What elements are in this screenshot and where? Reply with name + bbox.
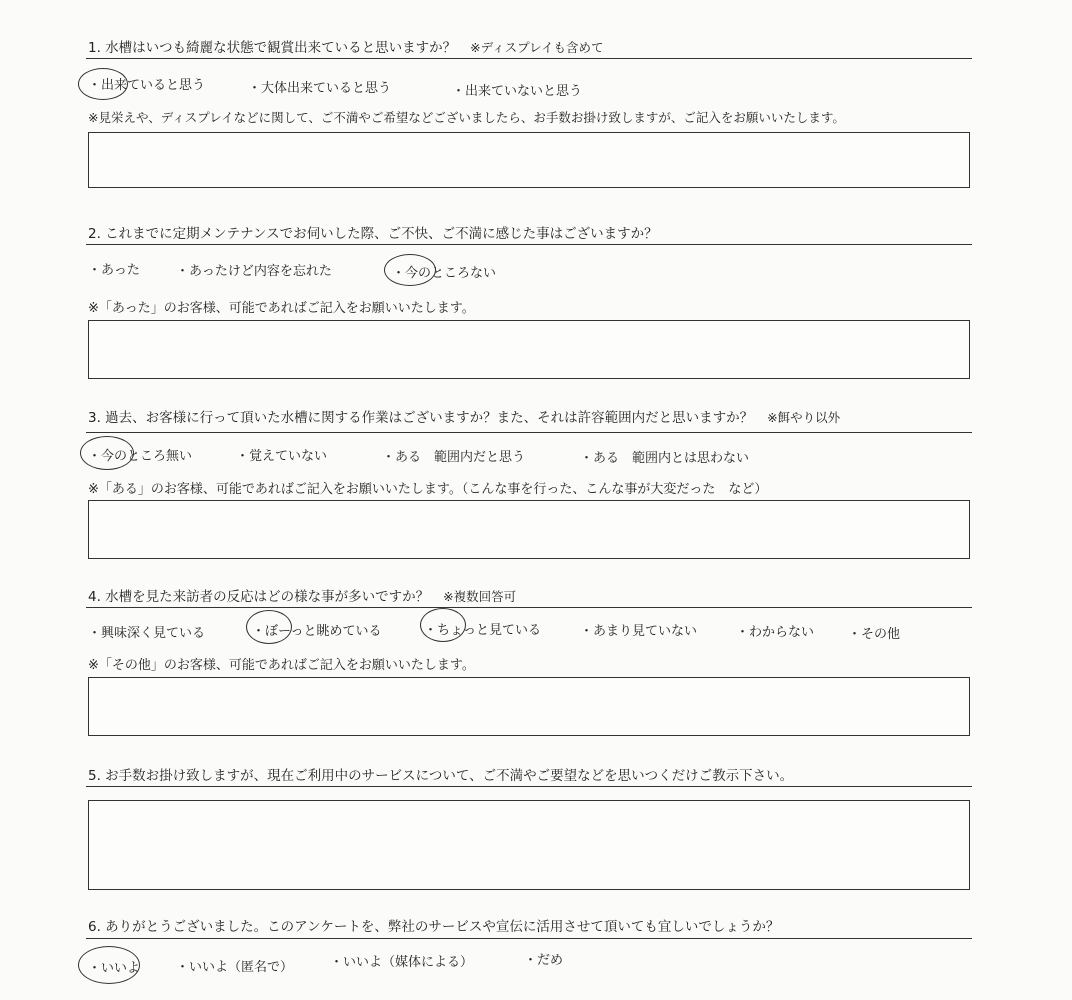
q1-rule <box>86 58 972 59</box>
q5-rule <box>86 786 972 787</box>
q4-option-4[interactable]: ・あまり見ていない <box>580 624 698 639</box>
q1-title: 1. 水槽はいつも綺麗な状態で観賞出来ていると思いますか？ ※ディスプレイも含めて <box>88 40 604 56</box>
q1-comment-box[interactable] <box>88 132 970 188</box>
q4-option-3[interactable]: ・ちょっと見ている <box>424 623 542 638</box>
q6-option-3[interactable]: ・いいよ（媒体による） <box>330 955 474 970</box>
q5-title: 5. お手数お掛け致しますが、現在ご利用中のサービスについて、ご不満やご要望などを思いつくだけご教示下さい。 <box>88 768 794 784</box>
q6-option-2[interactable]: ・いいよ（匿名で） <box>176 960 294 975</box>
q2-option-1[interactable]: ・あった <box>88 263 140 278</box>
q4-note: ※複数回答可 <box>443 589 517 604</box>
q4-title: 4. 水槽を見た来訪者の反応はどの様な事が多いですか？ ※複数回答可 <box>88 589 517 605</box>
q3-title: 3. 過去、お客様に行って頂いた水槽に関する作業はございますか？また、それは許容範囲内だと思いますか？ ※餌やり以外 <box>88 410 841 426</box>
q2-option-3[interactable]: ・今のところない <box>392 266 497 281</box>
q1-option-2[interactable]: ・大体出来ていると思う <box>248 81 392 96</box>
q5-comment-box[interactable] <box>88 800 970 890</box>
q6-title: 6. ありがとうございました。このアンケートを、弊社のサービスや宣伝に活用させて頂いても宜しいでしょうか？ <box>88 919 780 935</box>
q4-option-1[interactable]: ・興味深く見ている <box>88 626 206 641</box>
q3-note: ※餌やり以外 <box>767 410 841 425</box>
q2-option-2[interactable]: ・あったけど内容を忘れた <box>176 264 332 279</box>
q2-title: 2. これまでに定期メンテナンスでお伺いした際、ご不快、ご不満に感じた事はございますか？ <box>88 226 658 242</box>
q4-comment-box[interactable] <box>88 677 970 736</box>
q3-option-1[interactable]: ・今のところ無い <box>88 449 193 464</box>
q1-note: ※ディスプレイも含めて <box>470 40 604 55</box>
q6-option-1[interactable]: ・いいよ <box>88 961 141 976</box>
q4-option-5[interactable]: ・わからない <box>736 625 815 640</box>
q4-option-6[interactable]: ・その他 <box>848 627 901 642</box>
q4-rule <box>86 607 972 608</box>
q6-option-4[interactable]: ・だめ <box>524 953 564 968</box>
q3-comment-box[interactable] <box>88 500 970 559</box>
q3-remark: ※「ある」のお客様、可能であればご記入をお願いいたします。（こんな事を行った、こんな事が大変だった など） <box>88 482 768 497</box>
q2-rule <box>86 244 972 245</box>
q3-option-3[interactable]: ・ある 範囲内だと思う <box>382 450 526 465</box>
q1-option-1[interactable]: ・出来ていると思う <box>88 78 206 93</box>
q3-option-2[interactable]: ・覚えていない <box>236 449 328 464</box>
q3-option-4[interactable]: ・ある 範囲内とは思わない <box>580 451 750 466</box>
q1-remark: ※見栄えや、ディスプレイなどに関して、ご不満やご希望などございましたら、お手数お掛け致しますが、ご記入をお願いいたします。 <box>88 110 845 125</box>
q1-option-3[interactable]: ・出来ていないと思う <box>452 84 583 99</box>
q6-rule <box>86 938 972 939</box>
q4-remark: ※「その他」のお客様、可能であればご記入をお願いいたします。 <box>88 658 475 673</box>
q2-comment-box[interactable] <box>88 320 970 379</box>
q2-remark: ※「あった」のお客様、可能であればご記入をお願いいたします。 <box>88 301 475 316</box>
q3-rule <box>86 432 972 433</box>
q4-option-2[interactable]: ・ぼーっと眺めている <box>252 624 382 639</box>
